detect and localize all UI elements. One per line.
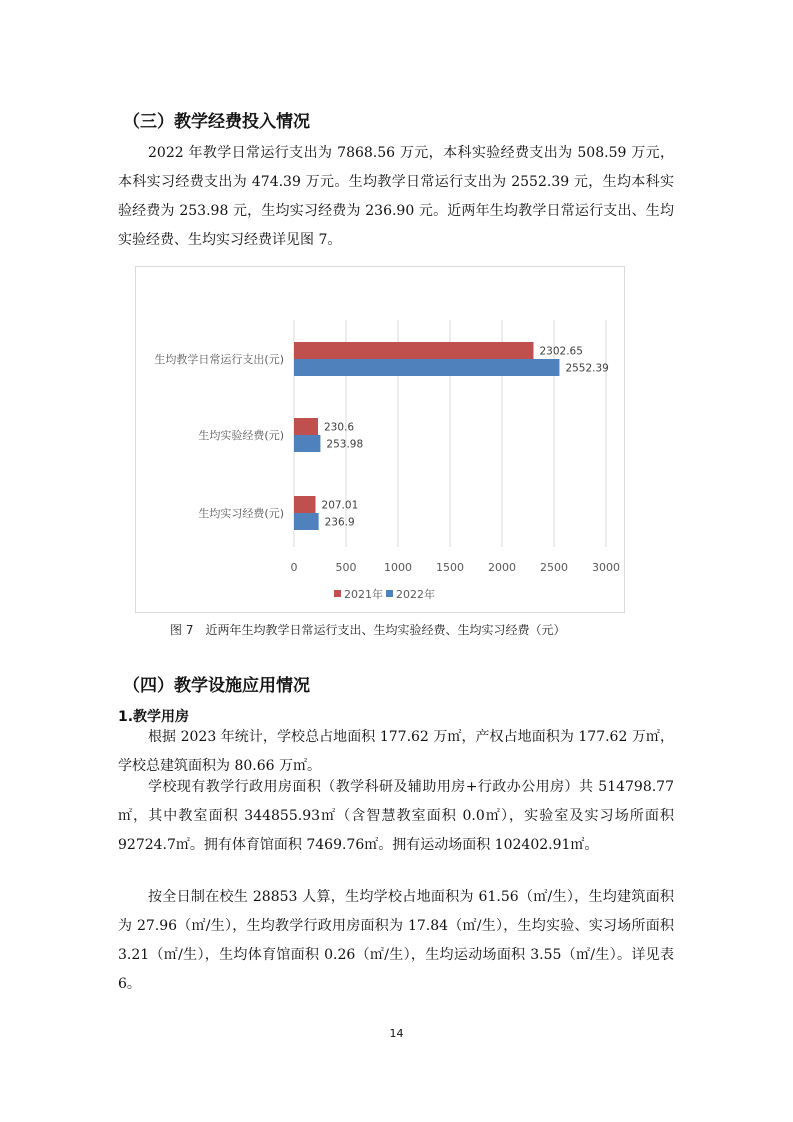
- figure-7-chart: [135, 266, 625, 613]
- legend-swatch-2022: [386, 590, 393, 597]
- x-tick-label-1000: 1000: [384, 561, 412, 574]
- paragraph-per-student-area: 按全日制在校生 28853 人算，生均学校占地面积为 61.56（㎡/生），生均建筑面积为 27.96（㎡/生），生均教学行政用房面积为 17.84（㎡/生），生均实验、实习场所面积 3.21（㎡/生），生均体育馆面积 0.26（㎡/生），生均运动场面积 3.55（㎡/生）。详见表 6。: [118, 889, 674, 992]
- x-tick-label-2500: 2500: [540, 561, 568, 574]
- legend-label-2021: 2021年: [344, 588, 383, 601]
- legend-label-2022: 2022年: [396, 588, 435, 601]
- bar-practice-2022: [294, 513, 319, 530]
- x-tick-label-500: 500: [335, 561, 357, 574]
- data-label-practice-2022: 236.9: [324, 516, 355, 529]
- section-heading-teaching-funds: （三）教学经费投入情况: [123, 112, 310, 132]
- category-label-operating: 生均教学日常运行支出(元): [154, 353, 284, 366]
- data-label-practice-2021: 207.01: [321, 499, 359, 512]
- bar-practice-2021: [294, 496, 316, 513]
- data-label-lab-2021: 230.6: [323, 421, 355, 434]
- x-tick-label-0: 0: [290, 561, 298, 574]
- x-tick-label-1500: 1500: [436, 561, 464, 574]
- data-label-operating-2022: 2552.39: [565, 362, 609, 375]
- data-label-operating-2021: 2302.65: [539, 345, 583, 358]
- bar-operating-2021: [294, 342, 533, 359]
- subheading-teaching-buildings: 1.教学用房: [118, 709, 190, 725]
- category-label-practice: 生均实习经费(元): [198, 507, 284, 520]
- paragraph-land-area: 根据 2023 年统计，学校总占地面积 177.62 万㎡，产权占地面积为 177.62 万㎡，学校总建筑面积为 80.66 万㎡。: [118, 729, 674, 774]
- bar-operating-2022: [294, 359, 559, 376]
- section-heading-facilities: （四）教学设施应用情况: [123, 676, 310, 696]
- x-tick-label-2000: 2000: [488, 561, 516, 574]
- category-label-lab: 生均实验经费(元): [198, 429, 284, 442]
- bar-lab-2022: [294, 435, 320, 452]
- paragraph-building-area: 学校现有教学行政用房面积（教学科研及辅助用房+行政办公用房）共 514798.77㎡，其中教室面积 344855.93㎡（含智慧教室面积 0.0㎡），实验室及实习场所面积 92724.7㎡。拥有体育馆面积 7469.76㎡。拥有运动场面积 102402.91㎡。: [118, 779, 674, 853]
- x-tick-label-3000: 3000: [592, 561, 620, 574]
- data-label-lab-2022: 253.98: [326, 438, 364, 451]
- legend-swatch-2021: [334, 590, 341, 597]
- figure-caption: 图 7 近两年生均教学日常运行支出、生均实验经费、生均实习经费（元）: [170, 623, 566, 637]
- bar-lab-2021: [294, 418, 318, 435]
- page-number: 14: [389, 1027, 404, 1040]
- paragraph-teaching-funds: 2022 年教学日常运行支出为 7868.56 万元，本科实验经费支出为 508.59 万元，本科实习经费支出为 474.39 万元。生均教学日常运行支出为 2552.39 元，生均本科实验经费为 253.98 元，生均实习经费为 236.90 元。近两年生均教学日常运行支出、生均实验经费、生均实习经费详见图 7。: [118, 145, 674, 248]
- bar-chart-svg: [136, 267, 626, 614]
